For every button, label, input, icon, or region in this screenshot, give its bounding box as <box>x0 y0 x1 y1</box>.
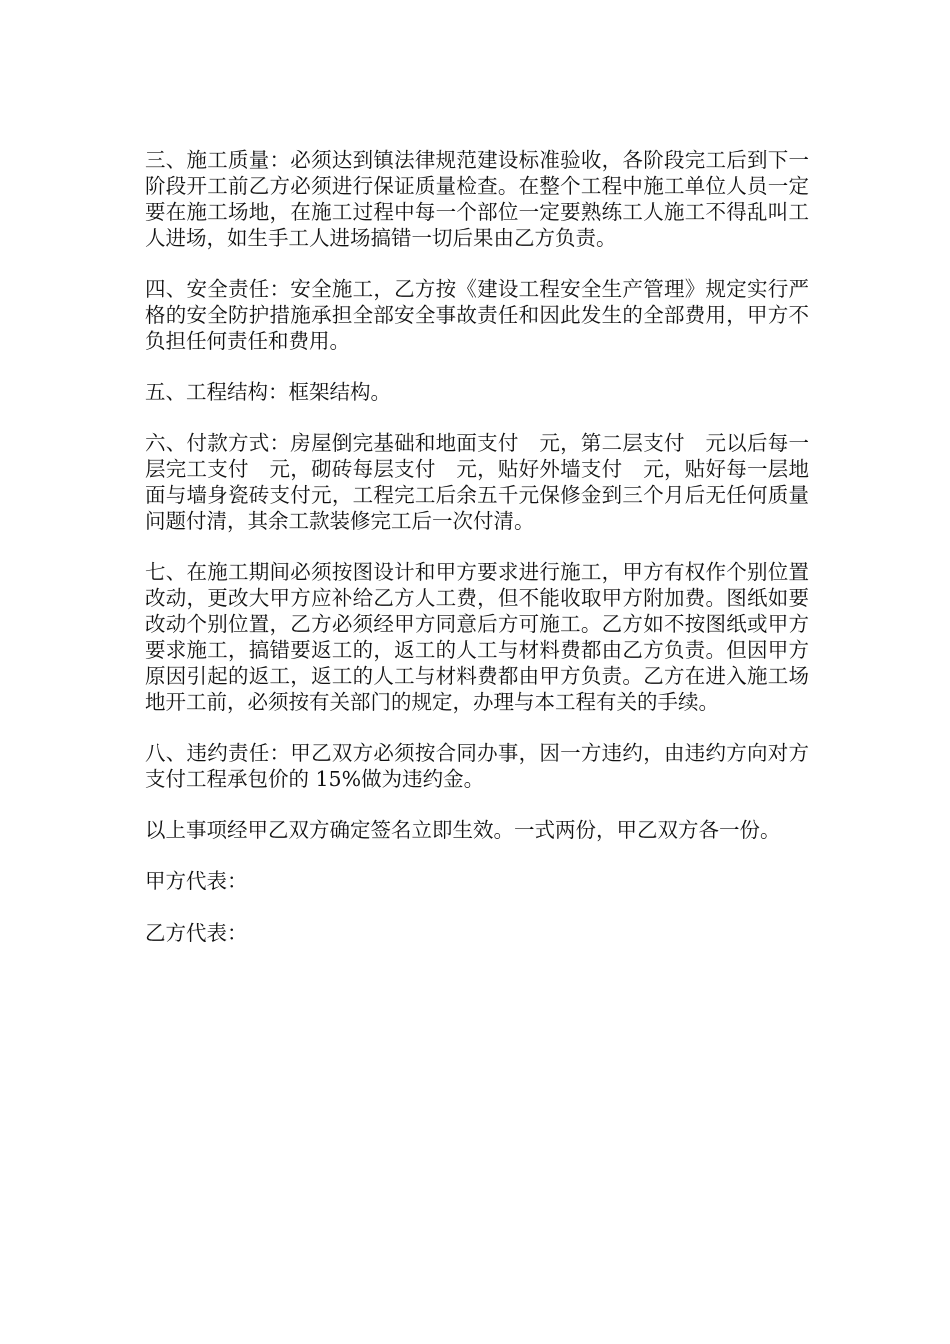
party-a-signature-label: 甲方代表： <box>145 869 248 893</box>
contract-body <box>145 147 809 972</box>
clause-safety: 四、安全责任：安全施工，乙方按《建设工程安全生产管理》规定实行严格的安全防护措施承担全部安全事故责任和因此发生的全部费用，甲方不负担任何责任和费用。 <box>145 277 809 353</box>
party-b-signature-label: 乙方代表： <box>145 921 248 945</box>
clause-effectiveness: 以上事项经甲乙双方确定签名立即生效。一式两份，甲乙双方各一份。 <box>145 818 781 842</box>
clause-structure: 五、工程结构：框架结构。 <box>145 380 391 404</box>
clause-construction-changes: 七、在施工期间必须按图设计和甲方要求进行施工，甲方有权作个别位置改动，更改大甲方应补给乙方人工费，但不能收取甲方附加费。图纸如要改动个别位置，乙方必须经甲方同意后方可施工。乙方如不按图纸或甲方要求施工，搞错要返工的，返工的人工与材料费都由乙方负责。但因甲方原因引起的返工，返工的人工与材料费都由甲方负责。乙方在进入施工场地开工前，必须按有关部门的规定，办理与本工程有关的手续。 <box>145 560 809 714</box>
clause-breach: 八、违约责任：甲乙双方必须按合同办事，因一方违约，由违约方向对方支付工程承包价的 15%做为违约金。 <box>145 741 809 791</box>
clause-payment: 六、付款方式：房屋倒完基础和地面支付 元，第二层支付 元以后每一层完工支付 元，砌砖每层支付 元，贴好外墙支付 元，贴好每一层地面与墙身瓷砖支付元，工程完工后余五千元保修金到三个月后无任何质量问题付清，其余工款装修完工后一次付清。 <box>145 431 809 533</box>
clause-quality: 三、施工质量：必须达到镇法律规范建设标准验收，各阶段完工后到下一阶段开工前乙方必须进行保证质量检查。在整个工程中施工单位人员一定要在施工场地，在施工过程中每一个部位一定要熟练工人施工不得乱叫工人进场，如生手工人进场搞错一切后果由乙方负责。 <box>145 148 809 250</box>
